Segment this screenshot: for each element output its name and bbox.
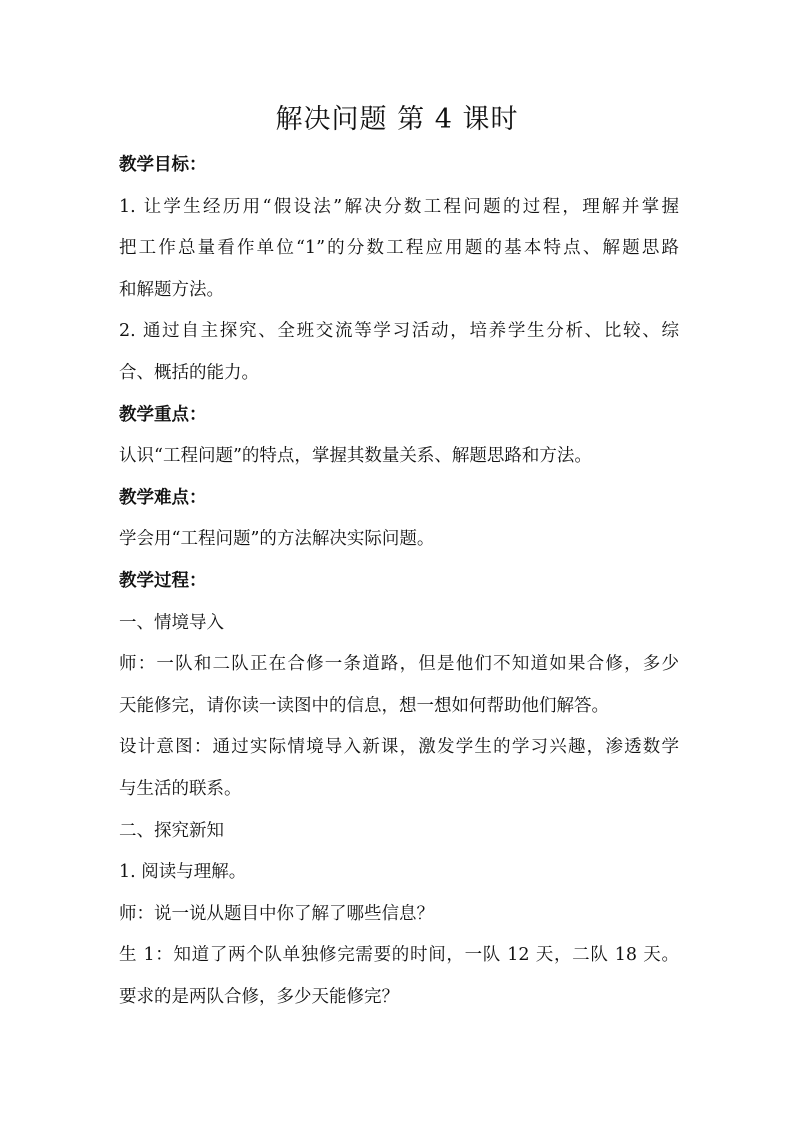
paragraph-line: 要求的是两队合修，多少天能修完？	[119, 986, 399, 1007]
section-heading-objectives: 教学目标：	[119, 155, 207, 175]
section-heading-process: 教学过程：	[119, 570, 207, 591]
subsection-heading: 一、情境导入	[119, 612, 224, 633]
paragraph-line: 设计意图：通过实际情境导入新课，激发学生的学习兴趣，渗透数学	[119, 737, 679, 758]
paragraph-line: 与生活的联系。	[119, 778, 242, 799]
paragraph-line: 师：说一说从题目中你了解了哪些信息？	[119, 903, 434, 924]
paragraph-line: 生 1：知道了两个队单独修完需要的时间，一队 12 天，二队 18 天。	[119, 945, 679, 966]
paragraph-line: 1. 让学生经历用“假设法”解决分数工程问题的过程，理解并掌握	[119, 196, 679, 217]
paragraph-line: 认识“工程问题”的特点，掌握其数量关系、解题思路和方法。	[119, 446, 592, 467]
paragraph-line: 把工作总量看作单位“1”的分数工程应用题的基本特点、解题思路	[119, 238, 679, 259]
document-title: 解决问题 第 4 课时	[275, 104, 519, 135]
paragraph-line: 1. 阅读与理解。	[119, 862, 247, 883]
paragraph-line: 合、概括的能力。	[119, 362, 259, 383]
paragraph-line: 和解题方法。	[119, 279, 224, 300]
section-heading-key-points: 教学重点：	[119, 404, 207, 425]
paragraph-line: 天能修完，请你读一读图中的信息，想一想如何帮助他们解答。	[119, 695, 609, 716]
section-heading-difficulties: 教学难点：	[119, 487, 207, 508]
paragraph-line: 师：一队和二队正在合修一条道路，但是他们不知道如果合修，多少	[119, 654, 679, 675]
subsection-heading: 二、探究新知	[119, 820, 224, 841]
paragraph-line: 2. 通过自主探究、全班交流等学习活动，培养学生分析、比较、综	[119, 321, 679, 342]
paragraph-line: 学会用“工程问题”的方法解决实际问题。	[119, 529, 435, 550]
document-body	[119, 145, 679, 1018]
